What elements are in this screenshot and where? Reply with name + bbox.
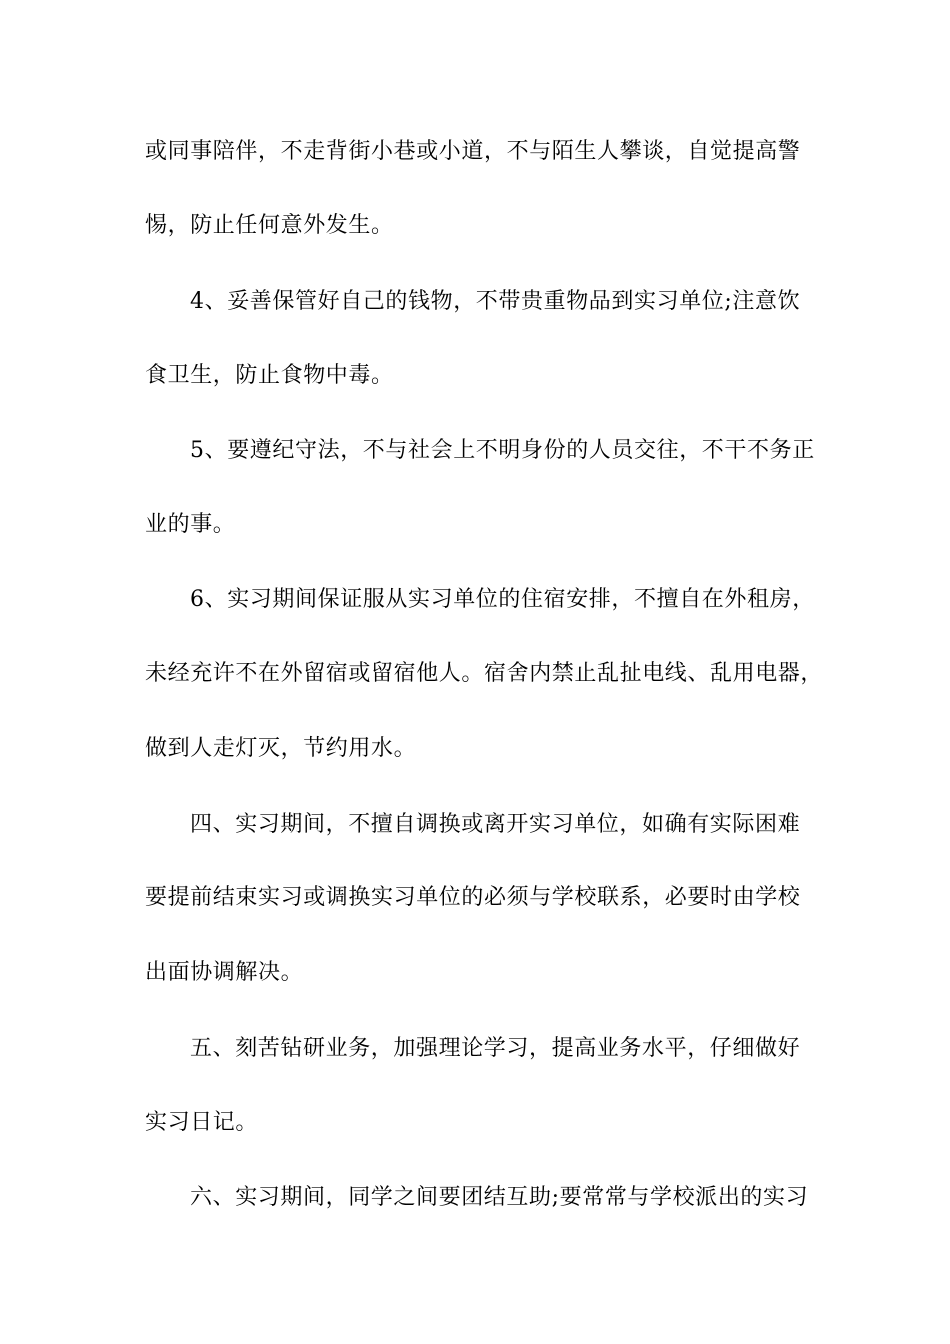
- text-line-7: 6、实习期间保证服从实习单位的住宿安排，不擅自在外租房，: [190, 587, 815, 612]
- text-line-4: 食卫生，防止食物中毒。: [145, 363, 394, 388]
- text-line-11: 要提前结束实习或调换实习单位的必须与学校联系，必要时由学校: [145, 885, 801, 910]
- text-line-10: 四、实习期间，不擅自调换或离开实习单位，如确有实际困难: [190, 812, 801, 837]
- text-line-15: 六、实习期间，同学之间要团结互助;要常常与学校派出的实习: [190, 1185, 809, 1210]
- text-line-3: 4、妥善保管好自己的钱物，不带贵重物品到实习单位;注意饮: [190, 289, 801, 314]
- text-line-5: 5、要遵纪守法，不与社会上不明身份的人员交往，不干不务正: [190, 438, 815, 463]
- text-line-9: 做到人走灯灭，节约用水。: [145, 736, 417, 761]
- text-line-13: 五、刻苦钻研业务，加强理论学习，提高业务水平，仔细做好: [190, 1036, 801, 1061]
- text-line-6: 业的事。: [145, 512, 236, 537]
- text-line-12: 出面协调解决。: [145, 960, 304, 985]
- text-line-1: 或同事陪伴，不走背街小巷或小道，不与陌生人攀谈，自觉提高警: [145, 139, 801, 164]
- text-line-14: 实习日记。: [145, 1110, 259, 1135]
- text-line-2: 惕，防止任何意外发生。: [145, 213, 394, 238]
- text-line-8: 未经充许不在外留宿或留宿他人。宿舍内禁止乱扯电线、乱用电器，: [145, 661, 824, 686]
